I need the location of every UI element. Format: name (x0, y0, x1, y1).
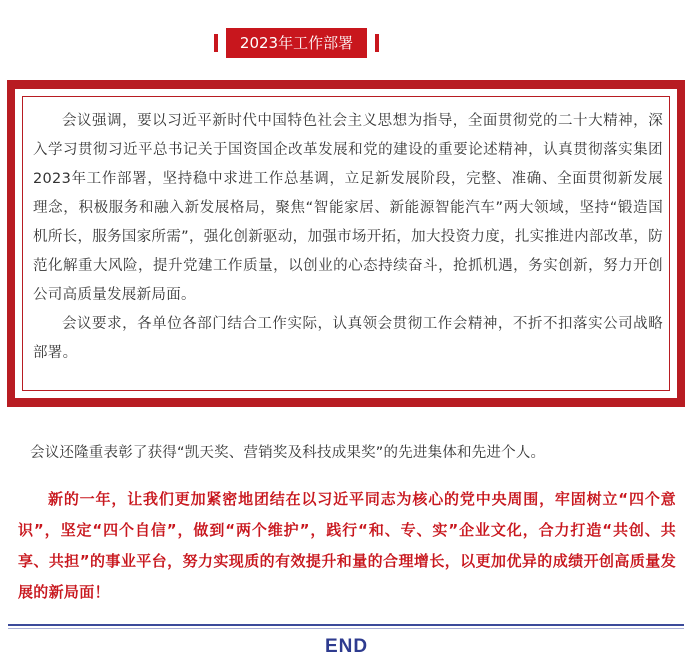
content-frame (7, 80, 685, 407)
content-frame-inner (15, 89, 677, 398)
award-paragraph: 会议还隆重表彰了获得“凯天奖、营销奖及科技成果奖”的先进集体和先进个人。 (30, 445, 546, 461)
closing-paragraph: 新的一年，让我们更加紧密地团结在以习近平同志为核心的党中央周围，牢固树立“四个意识”，坚定“四个自信”，做到“两个维护”，践行“和、专、实”企业文化，合力打造“共创、共享、共担”的事业平台，努力实现质的有效提升和量的合理增长，以更加优异的成绩开创高质量发展的新局面！ (18, 490, 676, 601)
end-divider-thin (8, 628, 684, 629)
title-right-accent (375, 34, 379, 52)
title-left-accent (214, 34, 218, 52)
frame-paragraph: 会议强调，要以习近平新时代中国特色社会主义思想为指导，全面贯彻党的二十大精神，深入学习贯彻习近平总书记关于国资国企改革发展和党的建设的重要论述精神，认真贯彻落实集团2023年工作部署，坚持稳中求进工作总基调，立足新发展阶段，完整、准确、全面贯彻新发展理念，积极服务和融入新发展格局，聚焦“智能家居、新能源智能汽车”两大领域，坚持“锻造国机所长，服务国家所需”，强化创新驱动，加强市场开拓，加大投资力度，扎实推进内部改革，防范化解重大风险，提升党建工作质量，以创业的心态持续奋斗，抢抓机遇，务实创新，努力开创公司高质量发展新局面。 (33, 113, 663, 303)
section-title: 2023年工作部署 (226, 28, 367, 58)
section-title-banner (0, 26, 693, 60)
frame-paragraph: 会议要求，各单位各部门结合工作实际，认真领会贯彻工作会精神，不折不扣落实公司战略部署。 (33, 316, 663, 361)
frame-body (33, 107, 663, 368)
end-label: END (324, 636, 369, 657)
end-divider (8, 624, 684, 626)
